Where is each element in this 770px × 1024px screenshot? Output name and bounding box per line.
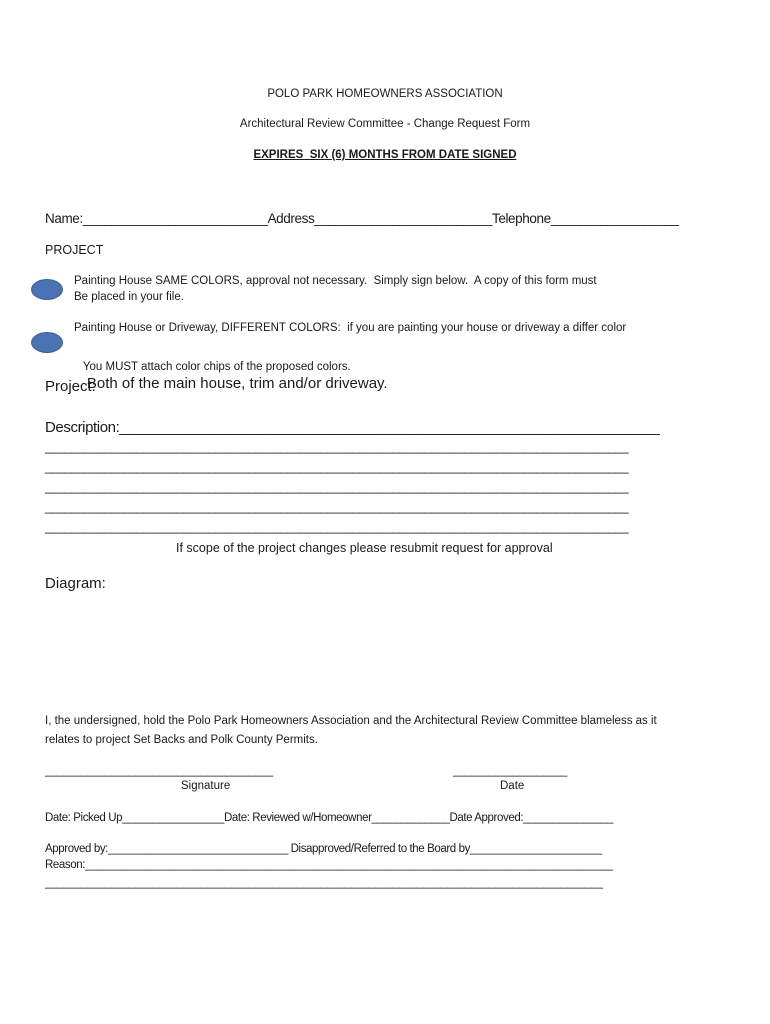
waiver-text-line2: relates to project Set Backs and Polk County Permits. — [45, 734, 318, 746]
reason-line[interactable]: Reason:________________________________________________________________________________________ — [45, 859, 613, 871]
signature-label: Signature — [181, 780, 231, 792]
org-name: POLO PARK HOMEOWNERS ASSOCIATION — [267, 88, 503, 100]
signature-line[interactable]: ______________________________________ — [45, 765, 273, 777]
different-colors-text-line2 — [74, 339, 388, 393]
date-line[interactable]: ___________________ — [453, 765, 567, 777]
diagram-area[interactable] — [45, 600, 721, 700]
reason-extra-line[interactable]: _____________________________________________________________________________________________ — [45, 877, 603, 889]
same-colors-radio[interactable] — [31, 279, 63, 300]
different-colors-text-line1: Painting House or Driveway, DIFFERENT COLORS: if you are painting your house or driveway a differ color — [74, 322, 627, 334]
waiver-text-line1: I, the undersigned, hold the Polo Park Homeowners Association and the Architectural Review Committee blameless as it — [45, 715, 657, 727]
project-heading: Project: — [45, 378, 96, 395]
color-chips-scope: Both of the main house, trim and/or driveway. — [86, 375, 388, 392]
description-field[interactable]: Description:____________________________________________________________________ — [45, 419, 660, 436]
form-title: Architectural Review Committee - Change Request Form — [239, 118, 531, 130]
description-blank-line[interactable]: _________________________________________________________________________________________ — [45, 480, 629, 494]
project-label: PROJECT — [45, 243, 104, 257]
contact-fields-line[interactable]: Name:__________________________Address_________________________Telephone__________________ — [45, 211, 679, 226]
same-colors-text-line1: Painting House SAME COLORS, approval not necessary. Simply sign below. A copy of this form must — [74, 275, 597, 287]
expiration-notice: EXPIRES SIX (6) MONTHS FROM DATE SIGNED — [253, 149, 517, 161]
different-colors-radio[interactable] — [31, 332, 63, 353]
description-blank-line[interactable]: _________________________________________________________________________________________ — [45, 460, 629, 474]
diagram-heading: Diagram: — [45, 575, 106, 592]
same-colors-text-line2: Be placed in your file. — [74, 291, 184, 303]
description-blank-line[interactable]: _________________________________________________________________________________________ — [45, 520, 629, 534]
color-chips-instruction: You MUST attach color chips of the proposed colors. — [82, 361, 351, 373]
description-blank-line[interactable]: _________________________________________________________________________________________ — [45, 440, 629, 454]
date-label: Date — [500, 780, 525, 792]
resubmit-note: If scope of the project changes please resubmit request for approval — [176, 541, 553, 555]
description-blank-line[interactable]: _________________________________________________________________________________________ — [45, 500, 629, 514]
office-dates-line[interactable]: Date: Picked Up_________________Date: Reviewed w/Homeowner_____________Date Approved:_______________ — [45, 812, 614, 824]
approval-line[interactable]: Approved by:______________________________ Disapproved/Referred to the Board by______________________ — [45, 843, 602, 855]
